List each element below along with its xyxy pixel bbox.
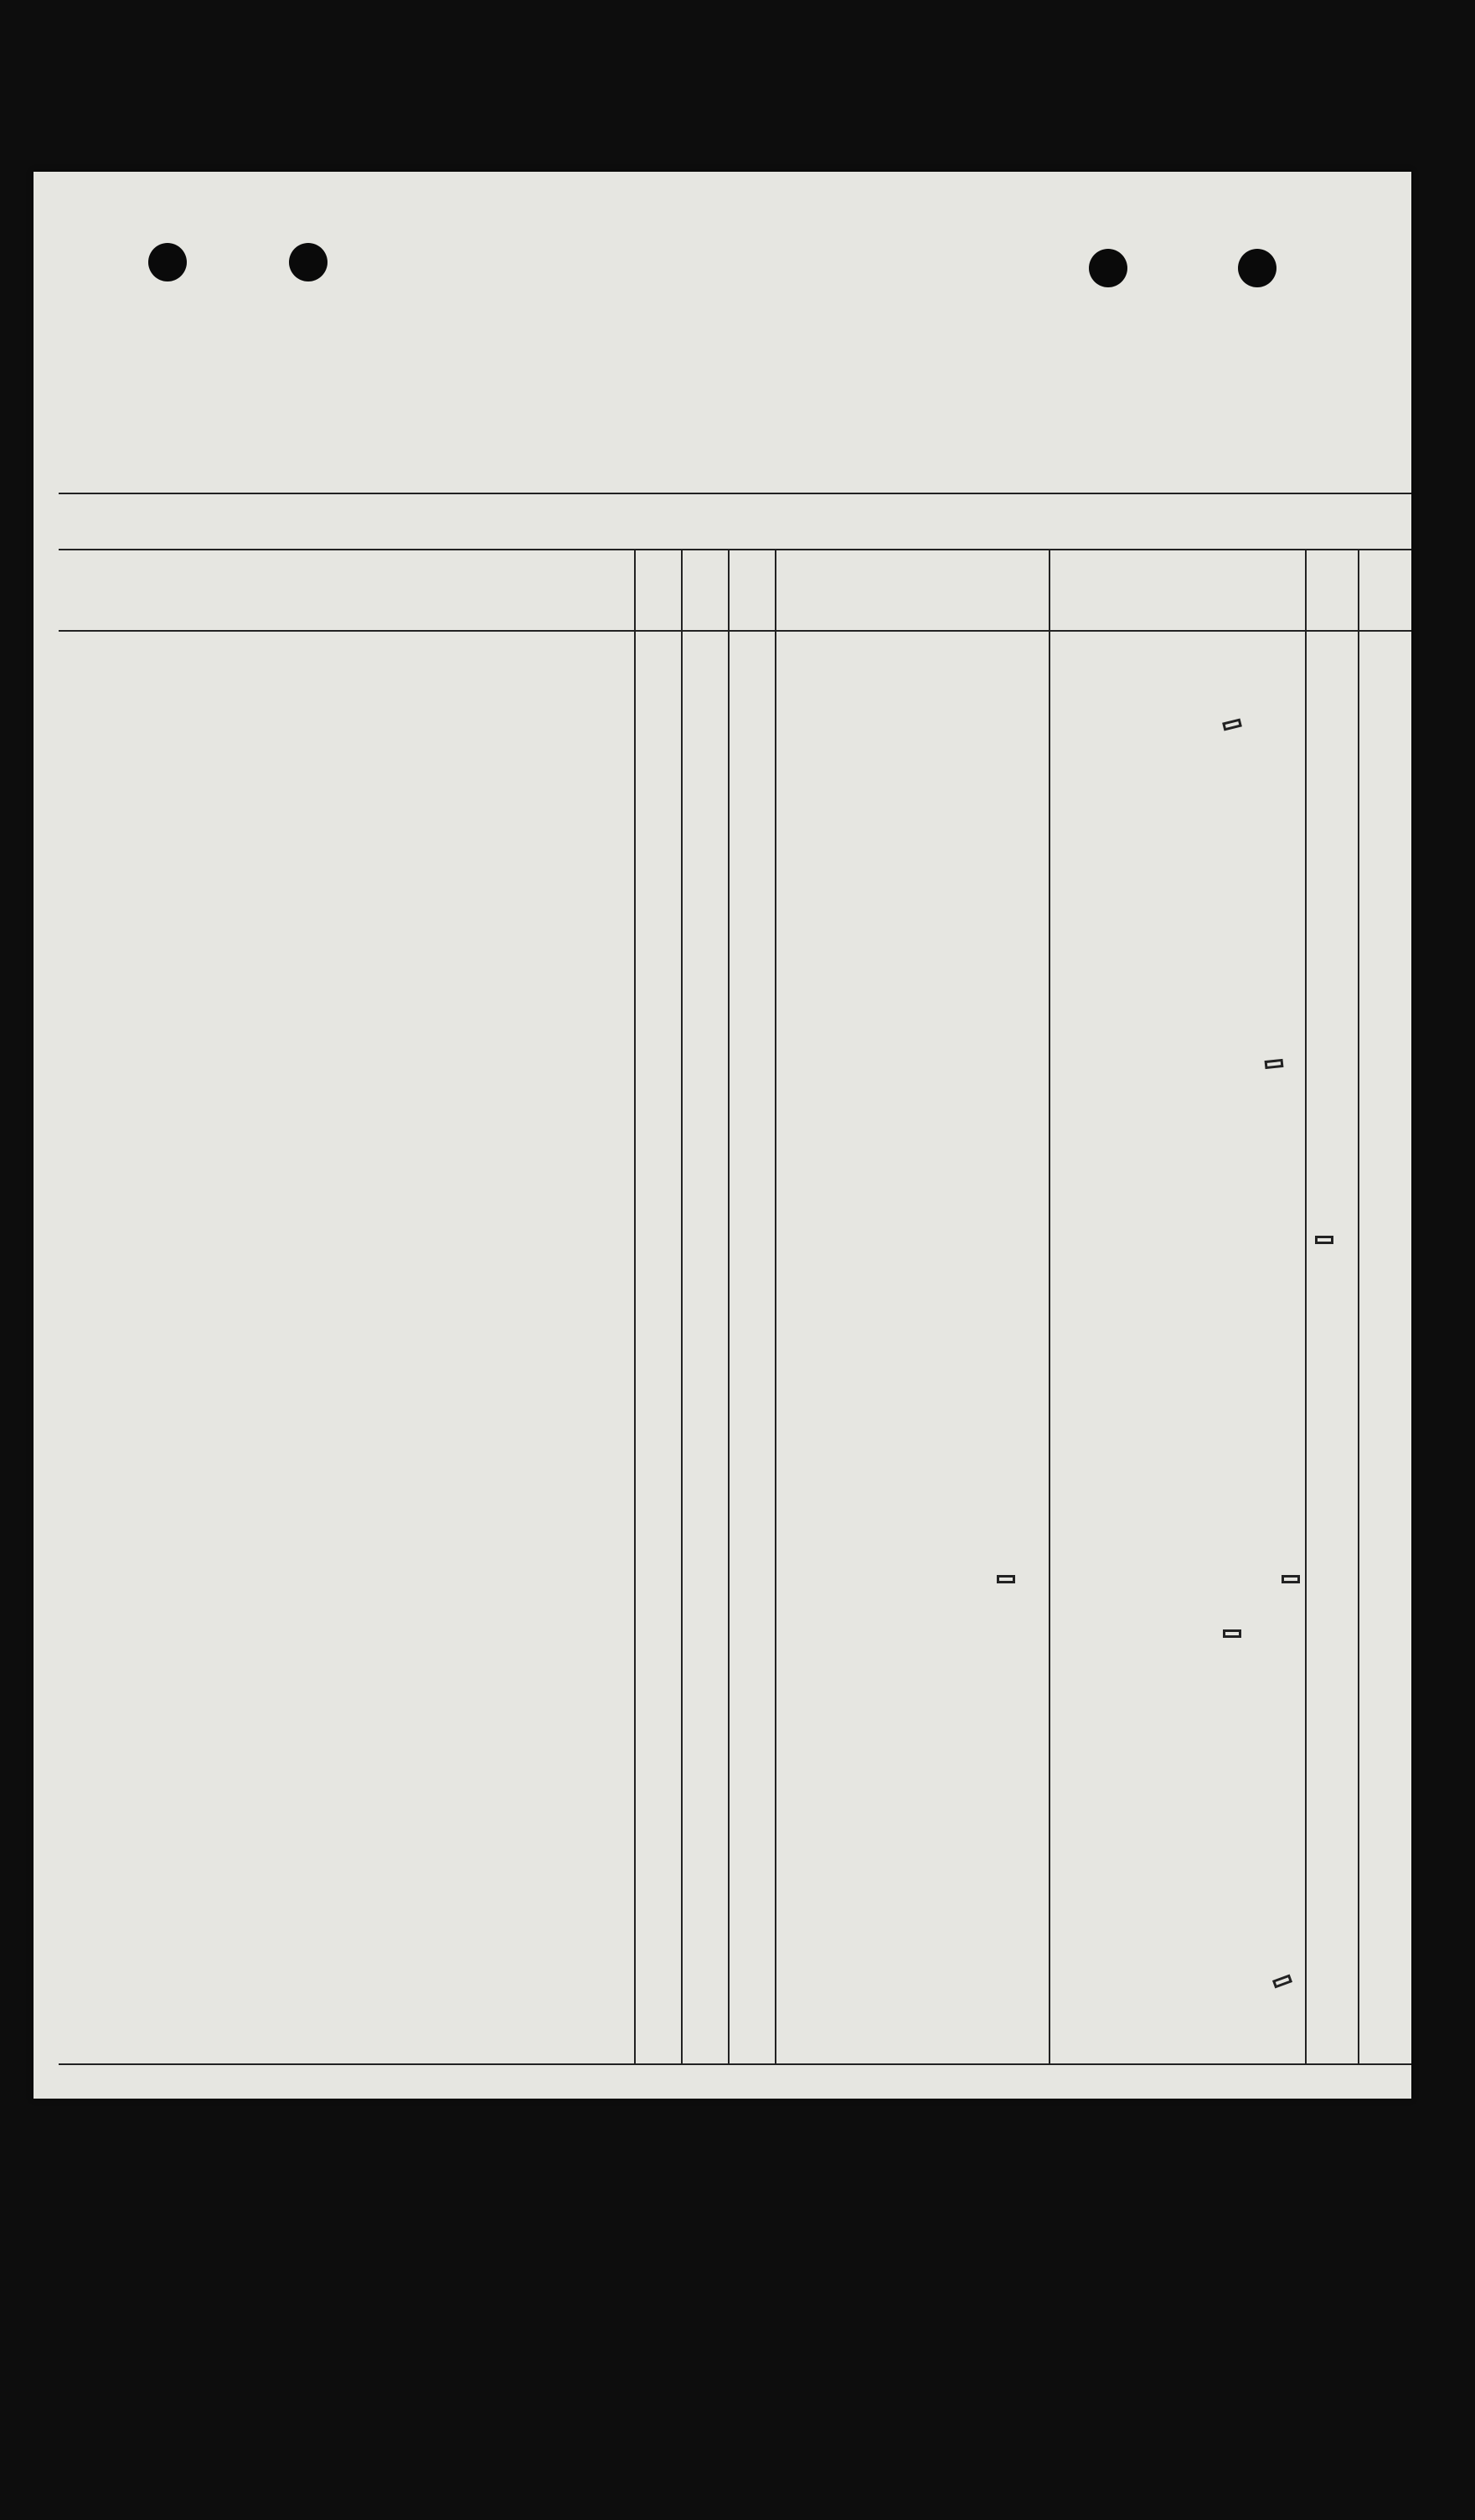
table-header-border bbox=[59, 630, 1411, 632]
stamp-us-cit bbox=[1223, 1629, 1241, 1638]
column-rule bbox=[775, 549, 776, 2065]
stamp-us-cit bbox=[997, 1575, 1015, 1583]
column-rule bbox=[1305, 549, 1307, 2065]
stamp-us-cit bbox=[1272, 1975, 1292, 1989]
column-rule bbox=[728, 549, 730, 2065]
punch-hole bbox=[1238, 249, 1276, 287]
punch-hole bbox=[289, 243, 327, 281]
column-rule bbox=[1358, 549, 1359, 2065]
stamp-us-cit bbox=[1282, 1575, 1300, 1583]
punch-hole bbox=[148, 243, 187, 281]
table-bottom-border bbox=[59, 2063, 1411, 2065]
column-rule bbox=[1049, 549, 1050, 2065]
manifest-sheet bbox=[34, 172, 1411, 2099]
stamp-us-cit bbox=[1315, 1236, 1333, 1244]
table-top-border bbox=[59, 549, 1411, 550]
stamp-us-cit bbox=[1265, 1059, 1284, 1069]
divider bbox=[59, 493, 1411, 494]
stamp-us-cit bbox=[1222, 718, 1242, 731]
punch-hole bbox=[1089, 249, 1127, 287]
column-rule bbox=[681, 549, 683, 2065]
column-rule bbox=[634, 549, 636, 2065]
